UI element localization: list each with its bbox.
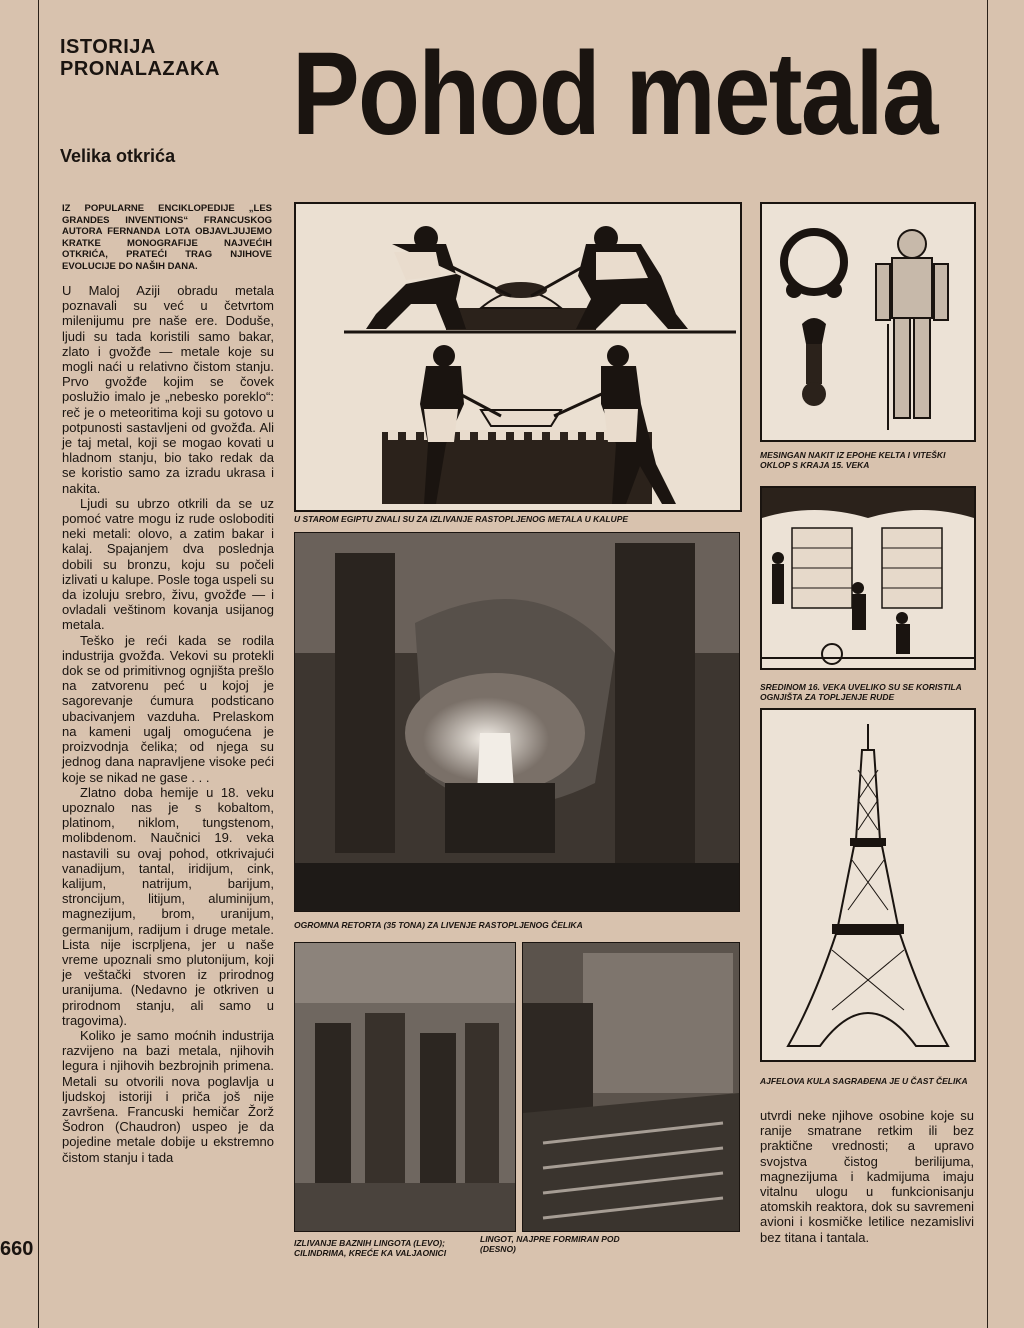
- caption-middle-ages: SREDINOM 16. VEKA UVELIKO SU SE KORISTILA OGNJIŠTA ZA TOPLJENJE RUDE: [760, 682, 962, 702]
- paragraph: Teško je reći kada se rodila industrija gvožđa. Vekovi su protekli dok se od primitivnog ognjišta prešlo na zatvorenu peć u kojoj je sagorevanje ćumura podsticano ubacivanjem vazduha. Prelaskom na kameni ugalj omogućena je proizvodnja čelika; od njega su jednog dana napravljene visoke peći koje se nikad ne gase . . .: [62, 632, 274, 785]
- egypt-illustration: [294, 202, 742, 512]
- ingots-left-photo: [294, 942, 516, 1232]
- paragraph: Ljudi su ubrzo otkrili da se uz pomoć vatre mogu iz rude osloboditi neki metali: olovo, a zatim bakar i kalaj. Spajanjem dva poslednja dobili su bronzu, koju su počeli izlivati u kalupe. Posle toga uspeli su da izoluju srebro, živu, gvožđe — i ovladali veštinom kovanja usijanog metala.: [62, 495, 274, 633]
- retort-photo: [294, 532, 740, 912]
- eiffel-tower-illustration: [760, 708, 976, 1062]
- section-kicker: [60, 36, 220, 80]
- section-line-2: PRONALAZAKA: [60, 58, 220, 80]
- paragraph: U Maloj Aziji obradu metala poznavali su već u četvrtom milenijumu pre naše ere. Doduše, ljudi su tada koristili samo bakar, zlato i gvožđe — metale koje su mogli naći u relativno čistom stanju. Prvo gvožđe kojim se čovek poslužio imalo je „nebesko poreklo“: reč je o meteoritima koji su gotovo u potpunosti sastavljeni od gvožđa. Ali je taj metal, koji se mogao kovati u hladnom stanju, bio tako redak da se koristio samo za izradu ukrasa i nakita.: [62, 283, 274, 496]
- body-column-left: [62, 283, 274, 1165]
- section-line-1: ISTORIJA: [60, 36, 156, 58]
- ingot-rolling-image: [523, 943, 739, 1231]
- caption-ingots-left-line1: IZLIVANJE BAZNIH LINGOTA (LEVO);: [294, 1238, 445, 1248]
- paragraph: Zlatno doba hemije u 18. veku upoznalo nas je s kobaltom, platinom, niklom, tungstenom, molibdenom. Naučnici 19. veka nastavili su ovaj pohod, otkrivajući vanadijum, tantal, iridijum, cink, kalijum, natrijum, barijum, stroncijum, litijum, aluminijum, magnezijum, brom, uranijum, germanijum, radijum i druge metale. Lista nije iscrpljena, jer u naše vreme upoznali smo plutonijum, koji je veštački stvoren iz prirodnog uranijuma. (Nedavno je otkriven u prirodnom stanju, ali samo u tragovima).: [62, 784, 274, 1028]
- page-number: 660: [0, 1238, 34, 1260]
- ingots-right-photo: [522, 942, 740, 1232]
- caption-retort: OGROMNA RETORTA (35 TONA) ZA LIVENJE RASTOPLJENOG ČELIKA: [294, 920, 583, 930]
- egypt-metalworkers-drawing: [296, 204, 740, 510]
- jewelry-armor-illustration: [760, 202, 976, 442]
- caption-ingots-right-line2: (DESNO): [480, 1244, 516, 1254]
- steel-retort-image: [295, 533, 739, 911]
- page-title: Pohod metala: [292, 28, 937, 160]
- eiffel-tower-drawing: [762, 710, 974, 1060]
- caption-jewelry: MESINGAN NAKIT IZ EPOHE KELTA I VITEŠKI OKLOP S KRAJA 15. VEKA: [760, 450, 946, 470]
- paragraph: utvrdi neke njihove osobine koje su ranije smatrane retkim ili bez praktične vrednosti; a upravo svojstva čistog berilijuma, magnezijuma i kadmijuma imaju vitalnu ulogu u funkcionisanju atomskih reaktora, dok su savremeni avioni i kosmičke letilice nezamislivi bez titana i tantala.: [760, 1108, 974, 1245]
- caption-egypt: U STAROM EGIPTU ZNALI SU ZA IZLIVANJE RASTOPLJENOG METALA U KALUPE: [294, 514, 629, 524]
- caption-ingots-right: [480, 1234, 680, 1254]
- ingots-casting-image: [295, 943, 515, 1231]
- 16th-century-ore-hearth-drawing: [762, 488, 974, 668]
- caption-eiffel: AJFELOVA KULA SAGRAĐENA JE U ČAST ČELIKA: [760, 1076, 968, 1086]
- caption-ingots-right-line1: LINGOT, NAJPRE FORMIRAN POD: [480, 1234, 620, 1244]
- right-page-rule: [987, 0, 988, 1328]
- celtic-jewelry-and-armor-drawing: [762, 204, 974, 440]
- medieval-furnace-illustration: [760, 486, 976, 670]
- subsection-title: Velika otkrića: [60, 146, 176, 166]
- body-column-right: [760, 1108, 974, 1245]
- caption-ingots-left-line2: CILINDRIMA, KREĆE KA VALJAONICI: [294, 1248, 447, 1258]
- left-column-rule: [38, 0, 39, 1328]
- lead-paragraph: IZ POPULARNE ENCIKLOPEDIJE „LES GRANDES INVENTIONS“ FRANCUSKOG AUTORA FERNANDA LOTA OBJAVLJUJEMO KRATKE MONOGRAFIJE NAJVEĆIH OTKRIĆA, PRATEĆI TRAG NJIHOVE EVOLUCIJE DO NAŠIH DANA.: [62, 203, 272, 272]
- paragraph: Koliko je samo moćnih industrija razvijeno na bazi metala, njihovih legura i njihovih bezbrojnih primena. Metali su otvorili nova poglavlja u ljudskoj istoriji i priča još nije završena. Francuski hemičar Žorž Šodron (Chaudron) uspeo je da pojedine metale dobije u ekstremno čistom stanju i tada: [62, 1027, 274, 1165]
